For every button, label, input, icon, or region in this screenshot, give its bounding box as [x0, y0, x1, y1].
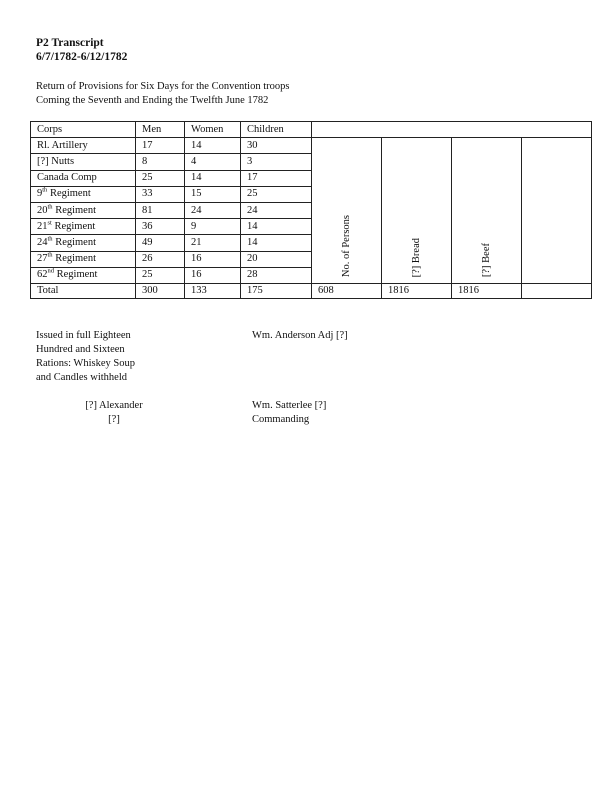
- alexander-signature: [36, 399, 192, 427]
- note-line-4: and Candles withheld: [36, 372, 127, 383]
- total-men: 300: [136, 283, 185, 298]
- table-row: [31, 138, 592, 154]
- intro-line-1: Return of Provisions for Six Days for the Convention troops: [36, 81, 290, 92]
- row-women: 15: [185, 186, 241, 202]
- transcript-title: P2 Transcript: [36, 37, 104, 49]
- commander-name: Wm. Satterlee [?]: [252, 400, 327, 411]
- return-intro: [36, 80, 289, 107]
- table-header-row: [31, 122, 592, 138]
- total-children: 175: [241, 283, 312, 298]
- total-label: Total: [31, 283, 136, 298]
- persons-column: [312, 138, 382, 284]
- note-line-1: Issued in full Eighteen: [36, 330, 131, 341]
- total-women: 133: [185, 283, 241, 298]
- transcript-date-range: 6/7/1782-6/12/1782: [36, 51, 128, 63]
- total-extra: [522, 283, 592, 298]
- vertical-header-bread: [?] Bread: [410, 237, 422, 277]
- row-children: 25: [241, 186, 312, 202]
- row-women: 16: [185, 267, 241, 283]
- row-corps: [?] Nutts: [31, 154, 136, 170]
- provisions-table: [30, 121, 592, 299]
- row-corps: 20th Regiment: [31, 202, 136, 218]
- row-men: 81: [136, 202, 185, 218]
- row-women: 14: [185, 170, 241, 186]
- row-children: 17: [241, 170, 312, 186]
- row-men: 33: [136, 186, 185, 202]
- row-men: 17: [136, 138, 185, 154]
- bread-column: [382, 138, 452, 284]
- vertical-header-beef: [?] Beef: [480, 242, 492, 277]
- alexander-title: [?]: [108, 414, 120, 425]
- row-children: 28: [241, 267, 312, 283]
- row-women: 9: [185, 219, 241, 235]
- row-children: 20: [241, 251, 312, 267]
- vertical-header-persons: No. of Persons: [340, 214, 352, 277]
- note-line-3: Rations: Whiskey Soup: [36, 358, 135, 369]
- header-corps: Corps: [31, 122, 136, 138]
- header-women: Women: [185, 122, 241, 138]
- total-beef: 1816: [452, 283, 522, 298]
- header-children: Children: [241, 122, 312, 138]
- header-men: Men: [136, 122, 185, 138]
- commander-title: Commanding: [252, 414, 310, 425]
- row-corps: 62nd Regiment: [31, 267, 136, 283]
- row-corps: 21st Regiment: [31, 219, 136, 235]
- row-children: 14: [241, 235, 312, 251]
- row-corps: 9th Regiment: [31, 186, 136, 202]
- row-men: 49: [136, 235, 185, 251]
- row-women: 16: [185, 251, 241, 267]
- row-men: 8: [136, 154, 185, 170]
- row-corps: 24th Regiment: [31, 235, 136, 251]
- row-corps: 27th Regiment: [31, 251, 136, 267]
- issue-note: [36, 329, 135, 385]
- extra-column: [522, 138, 592, 284]
- total-persons: 608: [312, 283, 382, 298]
- row-women: 21: [185, 235, 241, 251]
- beef-column: [452, 138, 522, 284]
- row-children: 3: [241, 154, 312, 170]
- row-men: 26: [136, 251, 185, 267]
- row-children: 14: [241, 219, 312, 235]
- transcript-header: [36, 36, 127, 64]
- row-men: 36: [136, 219, 185, 235]
- commander-signature: [252, 399, 326, 427]
- row-men: 25: [136, 267, 185, 283]
- alexander-name: [?] Alexander: [85, 400, 143, 411]
- row-corps: Rl. Artillery: [31, 138, 136, 154]
- total-bread: 1816: [382, 283, 452, 298]
- row-women: 14: [185, 138, 241, 154]
- adjutant-signature: Wm. Anderson Adj [?]: [252, 330, 348, 341]
- note-line-2: Hundred and Sixteen: [36, 344, 125, 355]
- row-women: 24: [185, 202, 241, 218]
- row-women: 4: [185, 154, 241, 170]
- table-total-row: [31, 283, 592, 298]
- intro-line-2: Coming the Seventh and Ending the Twelfth June 1782: [36, 94, 269, 106]
- header-blank: [312, 122, 592, 138]
- row-corps: Canada Comp: [31, 170, 136, 186]
- row-children: 30: [241, 138, 312, 154]
- row-children: 24: [241, 202, 312, 218]
- row-men: 25: [136, 170, 185, 186]
